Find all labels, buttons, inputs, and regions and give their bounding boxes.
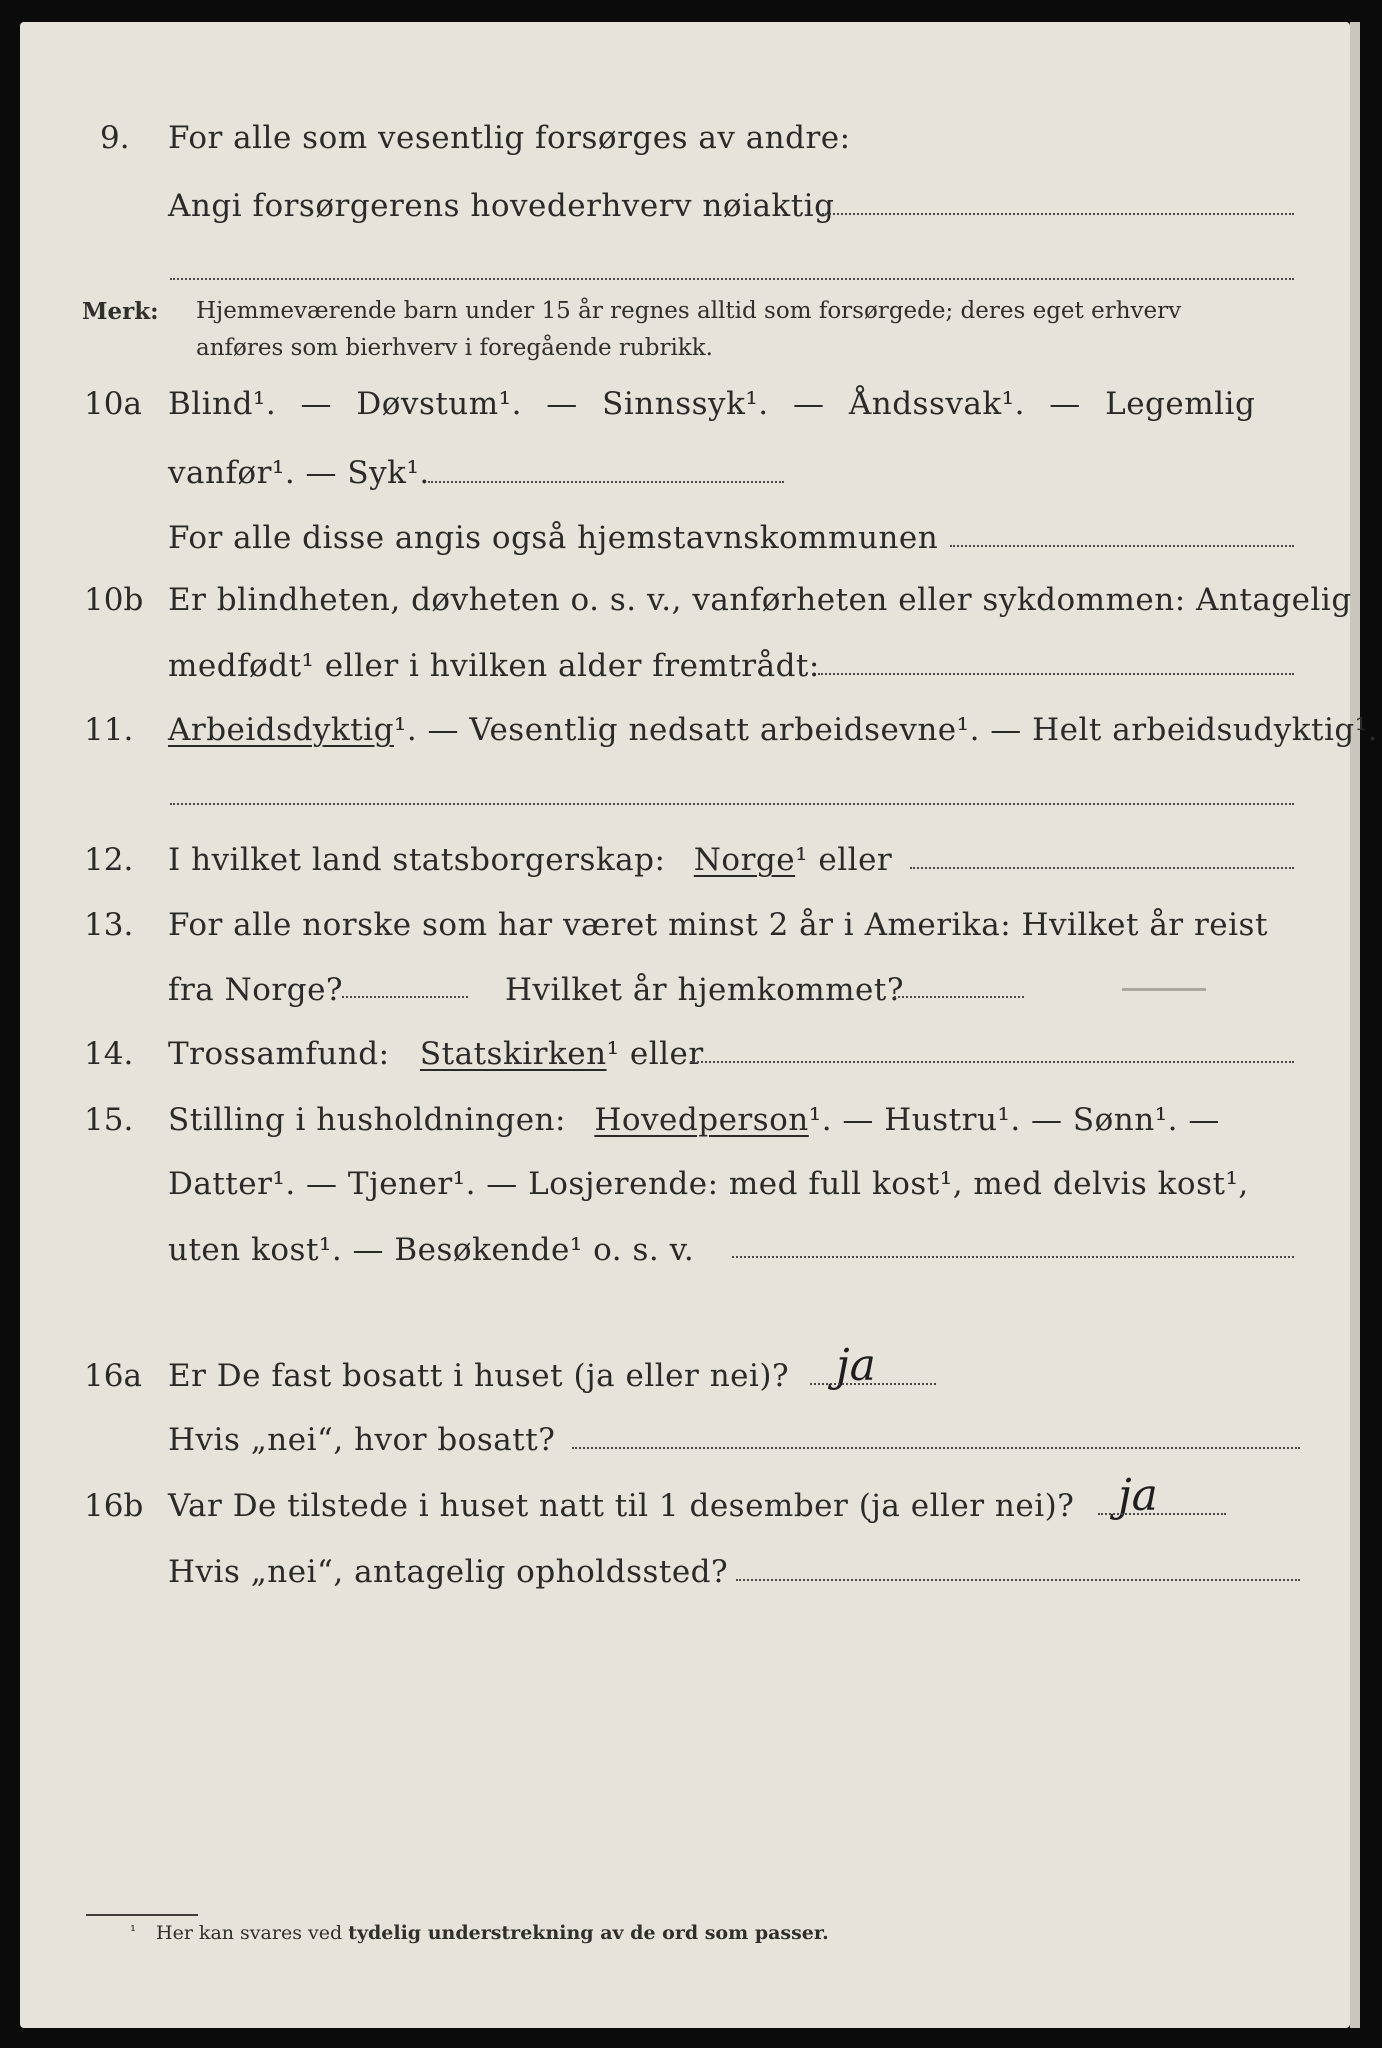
q10a-options: Blind¹. — Døvstum¹. — Sinnssyk¹. — Åndssvak¹. — Legemlig <box>168 386 1256 422</box>
q10a-hometown-line[interactable] <box>950 545 1294 547</box>
q10b-question: Er blindheten, døvheten o. s. v., vanførheten eller sykdommen: Antagelig <box>168 582 1352 618</box>
q11-options <box>168 712 1378 748</box>
q13-dash-mark <box>1122 988 1206 991</box>
q12-suffix: ¹ eller <box>795 842 893 878</box>
q14-selected-option[interactable]: Statskirken <box>419 1036 607 1072</box>
q10b-question-2: medfødt¹ eller i hvilken alder fremtrådt: <box>168 648 820 684</box>
q11-selected-option[interactable]: Arbeidsdyktig <box>168 712 394 748</box>
q13-question: For alle norske som har været minst 2 år i Amerika: Hvilket år reist <box>168 907 1268 943</box>
q16a-followup: Hvis „nei“, hvor bosatt? <box>168 1422 556 1458</box>
page-edge <box>1350 22 1360 2028</box>
q15-number: 15. <box>84 1102 134 1138</box>
q16a-followup-line[interactable] <box>572 1447 1300 1449</box>
q14-number: 14. <box>84 1036 134 1072</box>
q12-selected-option[interactable]: Norge <box>693 842 796 878</box>
merk-line-1: Hjemmeværende barn under 15 år regnes alltid som forsørgede; deres eget erhverv <box>196 298 1182 324</box>
q16b-number: 16b <box>84 1488 144 1524</box>
q9-question: For alle som vesentlig forsørges av andre: <box>168 120 851 156</box>
q16a-number: 16a <box>84 1358 142 1394</box>
q13-return-line[interactable] <box>894 996 1024 998</box>
q15-answer-line[interactable] <box>732 1256 1294 1258</box>
q12-prefix: I hvilket land statsborgerskap: <box>168 842 666 878</box>
q13-number: 13. <box>84 907 134 943</box>
q16b-followup: Hvis „nei“, antagelig opholdssted? <box>168 1554 729 1590</box>
q9-answer-line-2[interactable] <box>170 278 1294 280</box>
q16b-followup-line[interactable] <box>736 1579 1300 1581</box>
q16b-question: Var De tilstede i huset natt til 1 desember (ja eller nei)? <box>168 1488 1075 1524</box>
q14-answer-line[interactable] <box>690 1061 1294 1063</box>
q15-options-3: uten kost¹. — Besøkende¹ o. s. v. <box>168 1232 695 1268</box>
q16a-answer-line[interactable] <box>810 1383 936 1385</box>
q16b-answer-line[interactable] <box>1098 1513 1226 1515</box>
q10a-answer-line[interactable] <box>428 481 784 483</box>
q13-return-label: Hvilket år hjemkommet? <box>505 972 904 1008</box>
footnote-rule <box>86 1914 198 1916</box>
q14-suffix: ¹ eller <box>606 1036 704 1072</box>
q16b-handwritten-answer[interactable]: ja <box>1118 1470 1158 1521</box>
q11-answer-line[interactable] <box>170 803 1294 805</box>
q10a-number: 10a <box>84 386 142 422</box>
q10b-answer-line[interactable] <box>818 673 1294 675</box>
q12-number: 12. <box>84 842 134 878</box>
q15-selected-option[interactable]: Hovedperson <box>594 1102 809 1138</box>
q14-question <box>168 1036 704 1072</box>
q10b-number: 10b <box>84 582 144 618</box>
q15-question <box>168 1102 1220 1138</box>
footnote-prefix: Her kan svares ved <box>156 1922 343 1944</box>
footnote-text <box>156 1922 829 1944</box>
q11-number: 11. <box>84 712 134 748</box>
q12-answer-line[interactable] <box>910 867 1294 869</box>
q10a-instruction: For alle disse angis også hjemstavnskommunen <box>168 520 939 556</box>
merk-label: Merk: <box>82 298 159 325</box>
q15-suffix: ¹. — Hustru¹. — Sønn¹. — <box>808 1102 1220 1138</box>
q16a-handwritten-answer[interactable]: ja <box>836 1340 876 1391</box>
q13-departure-line[interactable] <box>342 996 468 998</box>
merk-line-2: anføres som bierhverv i foregående rubrikk. <box>196 335 713 361</box>
q10a-options-2: vanfør¹. — Syk¹. <box>168 455 430 491</box>
q9-answer-line[interactable] <box>822 213 1294 215</box>
q12-question <box>168 842 892 878</box>
footnote-bold: tydelig understrekning av de ord som passer. <box>348 1922 829 1944</box>
q14-prefix: Trossamfund: <box>168 1036 390 1072</box>
q15-prefix: Stilling i husholdningen: <box>168 1102 566 1138</box>
q16a-question: Er De fast bosatt i huset (ja eller nei)? <box>168 1358 790 1394</box>
q13-departure-label: fra Norge? <box>168 972 344 1008</box>
footnote-mark: ¹ <box>130 1922 137 1940</box>
q15-options-2: Datter¹. — Tjener¹. — Losjerende: med full kost¹, med delvis kost¹, <box>168 1166 1249 1202</box>
q9-number: 9. <box>100 120 130 156</box>
q9-instruction: Angi forsørgerens hovederhverv nøiaktig <box>168 188 835 224</box>
q11-rest: ¹. — Vesentlig nedsatt arbeidsevne¹. — Helt arbeidsudyktig¹. <box>393 712 1379 748</box>
